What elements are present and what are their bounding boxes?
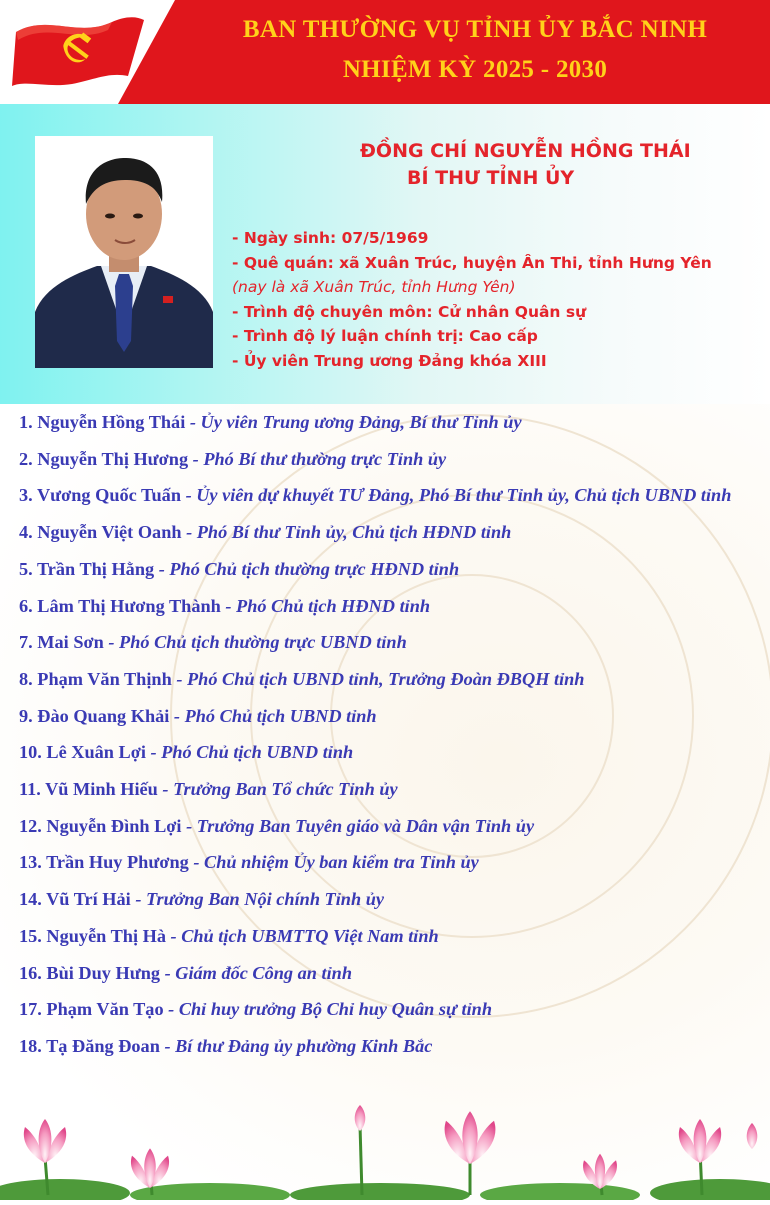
member-position: - Chủ tịch UBMTTQ Việt Nam tỉnh [165,925,439,946]
member-position: - Phó Bí thư thường trực Tỉnh ủy [188,448,447,469]
member-name: 5. Trần Thị Hằng [19,558,155,579]
member-name: 15. Nguyễn Thị Hà [19,925,166,946]
list-item [19,588,767,625]
bio-hometown-note: (nay là xã Xuân Trúc, tỉnh Hưng Yên) [232,278,516,296]
member-position: - Phó Bí thư Tỉnh ủy, Chủ tịch HĐND tỉnh [181,522,512,543]
list-item [19,881,767,918]
list-item [19,844,767,881]
member-position: - Phó Chủ tịch thường trực UBND tỉnh [103,632,407,653]
member-name: 18. Tạ Đăng Đoan [19,1035,160,1056]
member-position: - Bí thư Đảng ủy phường Kinh Bắc [159,1035,433,1056]
member-position: - Trưởng Ban Tổ chức Tỉnh ủy [157,779,398,800]
member-position: - Giám đốc Công an tỉnh [160,962,353,983]
member-position: - Phó Chủ tịch UBND tỉnh [169,705,377,726]
member-position: - Trưởng Ban Nội chính Tỉnh ủy [130,889,384,910]
member-name: 11. Vũ Minh Hiếu [19,779,158,800]
member-name: 17. Phạm Văn Tạo [19,999,164,1020]
list-item [19,441,767,478]
lotus-flowers-icon [0,1095,770,1200]
header-title-line1: BAN THƯỜNG VỤ TỈNH ỦY BẮC NINH [242,16,708,43]
member-position: - Phó Chủ tịch thường trực HĐND tỉnh [154,558,460,579]
members-list [19,404,767,1065]
member-name: 7. Mai Sơn [19,632,104,653]
member-name: 9. Đào Quang Khải [19,705,170,726]
member-position: - Phó Chủ tịch HĐND tỉnh [220,595,431,616]
header-title [175,10,770,90]
member-name: 6. Lâm Thị Hương Thành [19,595,221,616]
member-name: 2. Nguyễn Thị Hương [19,448,189,469]
list-item [19,698,767,735]
member-name: 16. Bùi Duy Hưng [19,962,161,983]
member-position: - Trưởng Ban Tuyên giáo và Dân vận Tỉnh ủy [181,815,535,836]
bio-hometown: - Quê quán: xã Xuân Trúc, huyện Ân Thi, tỉnh Hưng Yên [232,253,712,272]
member-name: 3. Vương Quốc Tuấn [19,485,181,506]
member-name: 12. Nguyễn Đình Lợi [19,815,182,836]
profile-name: ĐỒNG CHÍ NGUYỄN HỒNG THÁI [360,140,691,162]
bio-political-theory: - Trình độ lý luận chính trị: Cao cấp [232,327,538,345]
hammer-sickle-flag-icon [8,10,150,92]
member-name: 13. Trần Huy Phương [19,852,189,873]
list-item [19,1028,767,1065]
member-name: 8. Phạm Văn Thịnh [19,668,172,689]
member-position: - Phó Chủ tịch UBND tỉnh [145,742,354,763]
list-item [19,991,767,1028]
portrait-photo [35,136,213,368]
list-item [19,477,767,514]
member-position: - Chủ nhiệm Ủy ban kiểm tra Tỉnh ủy [188,852,479,873]
profile-title: BÍ THƯ TỈNH ỦY [407,167,575,189]
profile-bio [232,226,762,373]
member-name: 1. Nguyễn Hồng Thái [19,412,186,432]
list-item [19,661,767,698]
bio-education: - Trình độ chuyên môn: Cử nhân Quân sự [232,302,587,321]
list-item [19,404,767,441]
list-item [19,624,767,661]
member-name: 4. Nguyễn Việt Oanh [19,522,182,543]
member-position: - Ủy viên Trung ương Đảng, Bí thư Tỉnh ủy [185,412,522,432]
header-title-line2: NHIỆM KỲ 2025 - 2030 [342,56,608,83]
list-item [19,771,767,808]
member-position: - Chỉ huy trưởng Bộ Chỉ huy Quân sự tỉnh [163,999,492,1020]
list-item [19,514,767,551]
list-item [19,955,767,992]
header-banner [0,0,770,104]
list-item [19,734,767,771]
member-position: - Ủy viên dự khuyết TƯ Đảng, Phó Bí thư Tỉnh ủy, Chủ tịch UBND tỉnh [181,485,732,506]
member-name: 14. Vũ Trí Hải [19,889,131,910]
secretary-profile-panel [0,104,770,404]
member-position: - Phó Chủ tịch UBND tỉnh, Trưởng Đoàn ĐBQH tỉnh [171,668,585,689]
list-item [19,808,767,845]
member-name: 10. Lê Xuân Lợi [19,742,146,763]
bio-birthdate: - Ngày sinh: 07/5/1969 [232,229,429,247]
list-item [19,551,767,588]
bio-membership: - Ủy viên Trung ương Đảng khóa XIII [232,351,547,370]
list-item [19,918,767,955]
